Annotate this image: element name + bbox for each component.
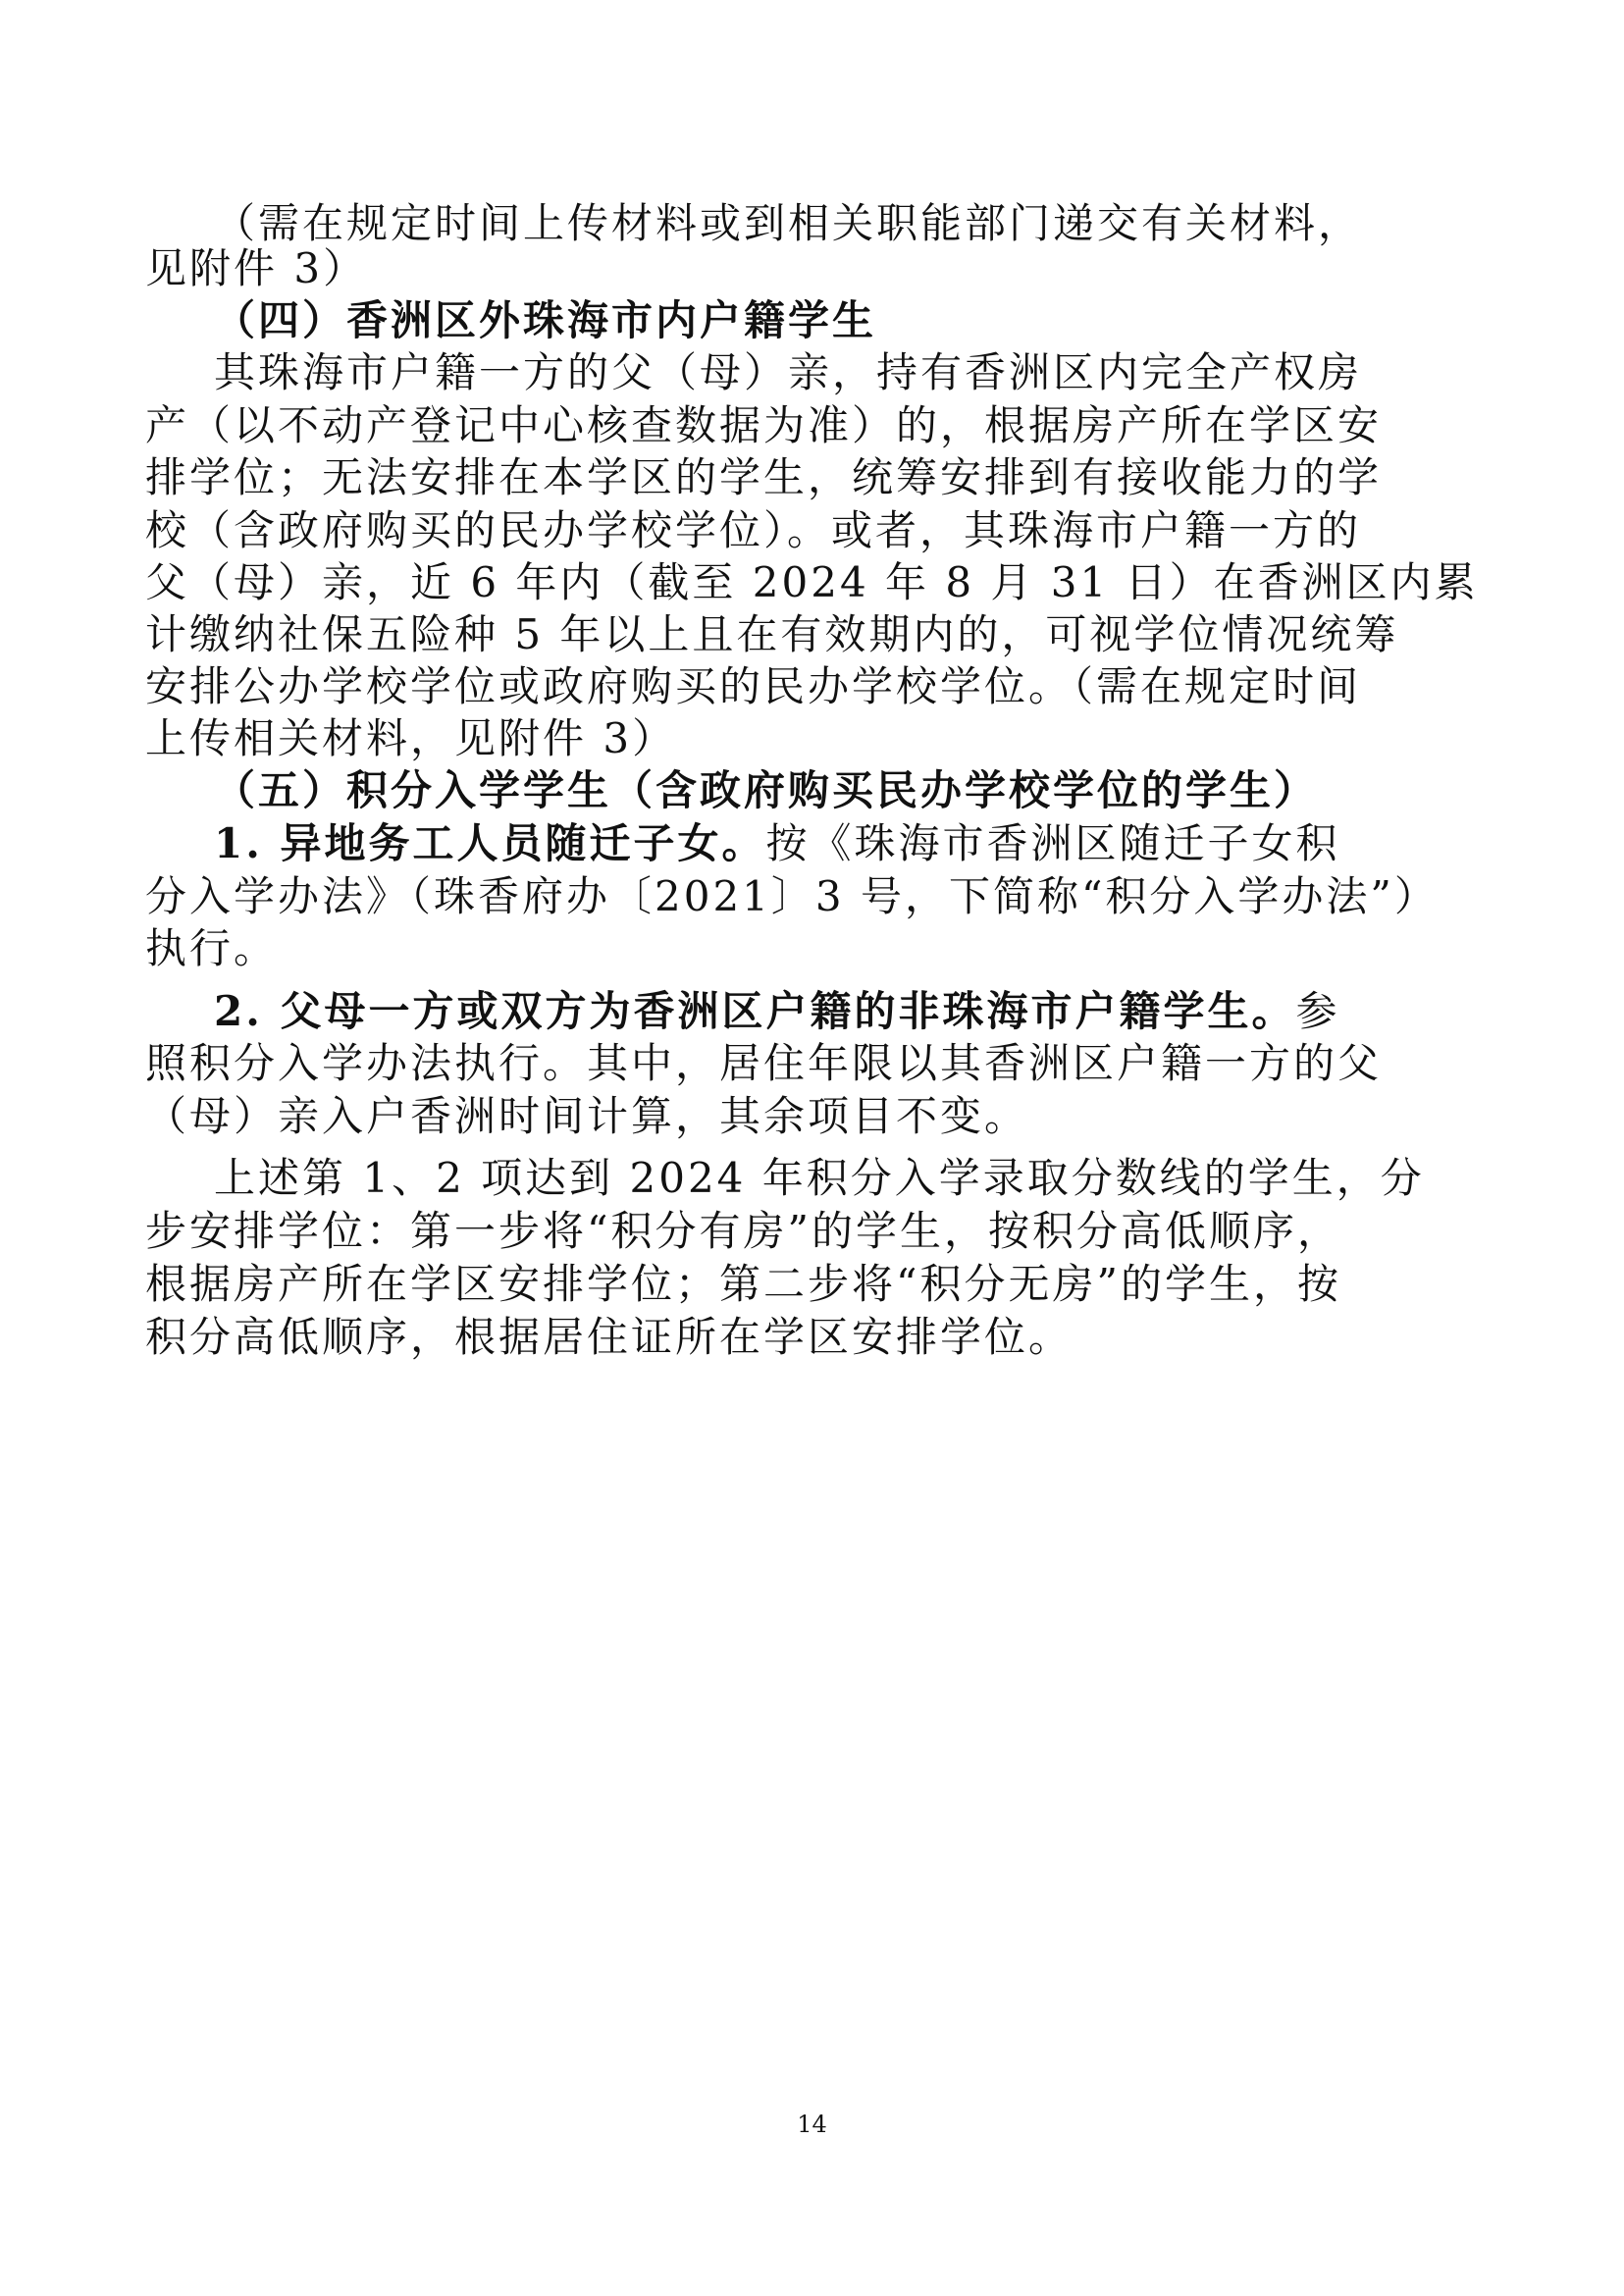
paragraph-line <box>214 982 1624 1041</box>
page-number: 14 <box>797 2111 827 2138</box>
paragraph-line: 其珠海市户籍一方的父（母）亲，持有香洲区内完全产权房 <box>214 348 1363 396</box>
paragraph-line: 安排公办学校学位或政府购买的民办学校学位。（需在规定时间 <box>145 662 1362 710</box>
paragraph-line: （母）亲入户香洲时间计算，其余项目不变。 <box>145 1092 1029 1140</box>
paragraph-line: 照积分入学办法执行。其中，居住年限以其香洲区户籍一方的父 <box>145 1039 1383 1087</box>
paragraph-line: 执行。 <box>145 924 279 972</box>
paragraph-line: 计缴纳社保五险种 5 年以上且在有效期内的，可视学位情况统筹 <box>145 610 1399 658</box>
paragraph-line: （需在规定时间上传材料或到相关职能部门递交有关材料， <box>214 199 1363 247</box>
item-lead-1: 1. 异地务工人员随迁子女。 <box>214 819 766 867</box>
paragraph-line <box>214 814 1624 873</box>
item-text: 按《珠海市香洲区随迁子女积 <box>765 819 1340 867</box>
paragraph-line: 见附件 3） <box>145 244 368 292</box>
paragraph-line: 上传相关材料，见附件 3） <box>145 714 677 762</box>
paragraph-line: 上述第 1、2 项达到 2024 年积分入学录取分数线的学生，分 <box>214 1154 1425 1202</box>
paragraph-line: 分入学办法》（珠香府办〔2021〕3 号，下简称“积分入学办法”） <box>145 872 1439 920</box>
paragraph-line: 父（母）亲，近 6 年内（截至 2024 年 8 月 31 日）在香洲区内累 <box>145 558 1479 606</box>
paragraph-line: 根据房产所在学区安排学位；第二步将“积分无房”的学生，按 <box>145 1260 1341 1308</box>
paragraph-line: 产（以不动产登记中心核查数据为准）的，根据房产所在学区安 <box>145 401 1383 449</box>
paragraph-line: 积分高低顺序，根据居住证所在学区安排学位。 <box>145 1313 1074 1361</box>
item-text: 参 <box>1295 987 1340 1035</box>
paragraph-line: 步安排学位：第一步将“积分有房”的学生，按积分高低顺序， <box>145 1207 1341 1255</box>
section-heading-5: （五）积分入学学生（含政府购买民办学校学位的学生） <box>214 766 1319 814</box>
section-heading-4: （四）香洲区外珠海市内户籍学生 <box>214 296 877 344</box>
item-lead-2: 2. 父母一方或双方为香洲区户籍的非珠海市户籍学生。 <box>214 987 1296 1035</box>
paragraph-line: 排学位；无法安排在本学区的学生，统筹安排到有接收能力的学 <box>145 453 1383 501</box>
paragraph-line: 校（含政府购买的民办学校学位）。或者，其珠海市户籍一方的 <box>145 506 1362 554</box>
